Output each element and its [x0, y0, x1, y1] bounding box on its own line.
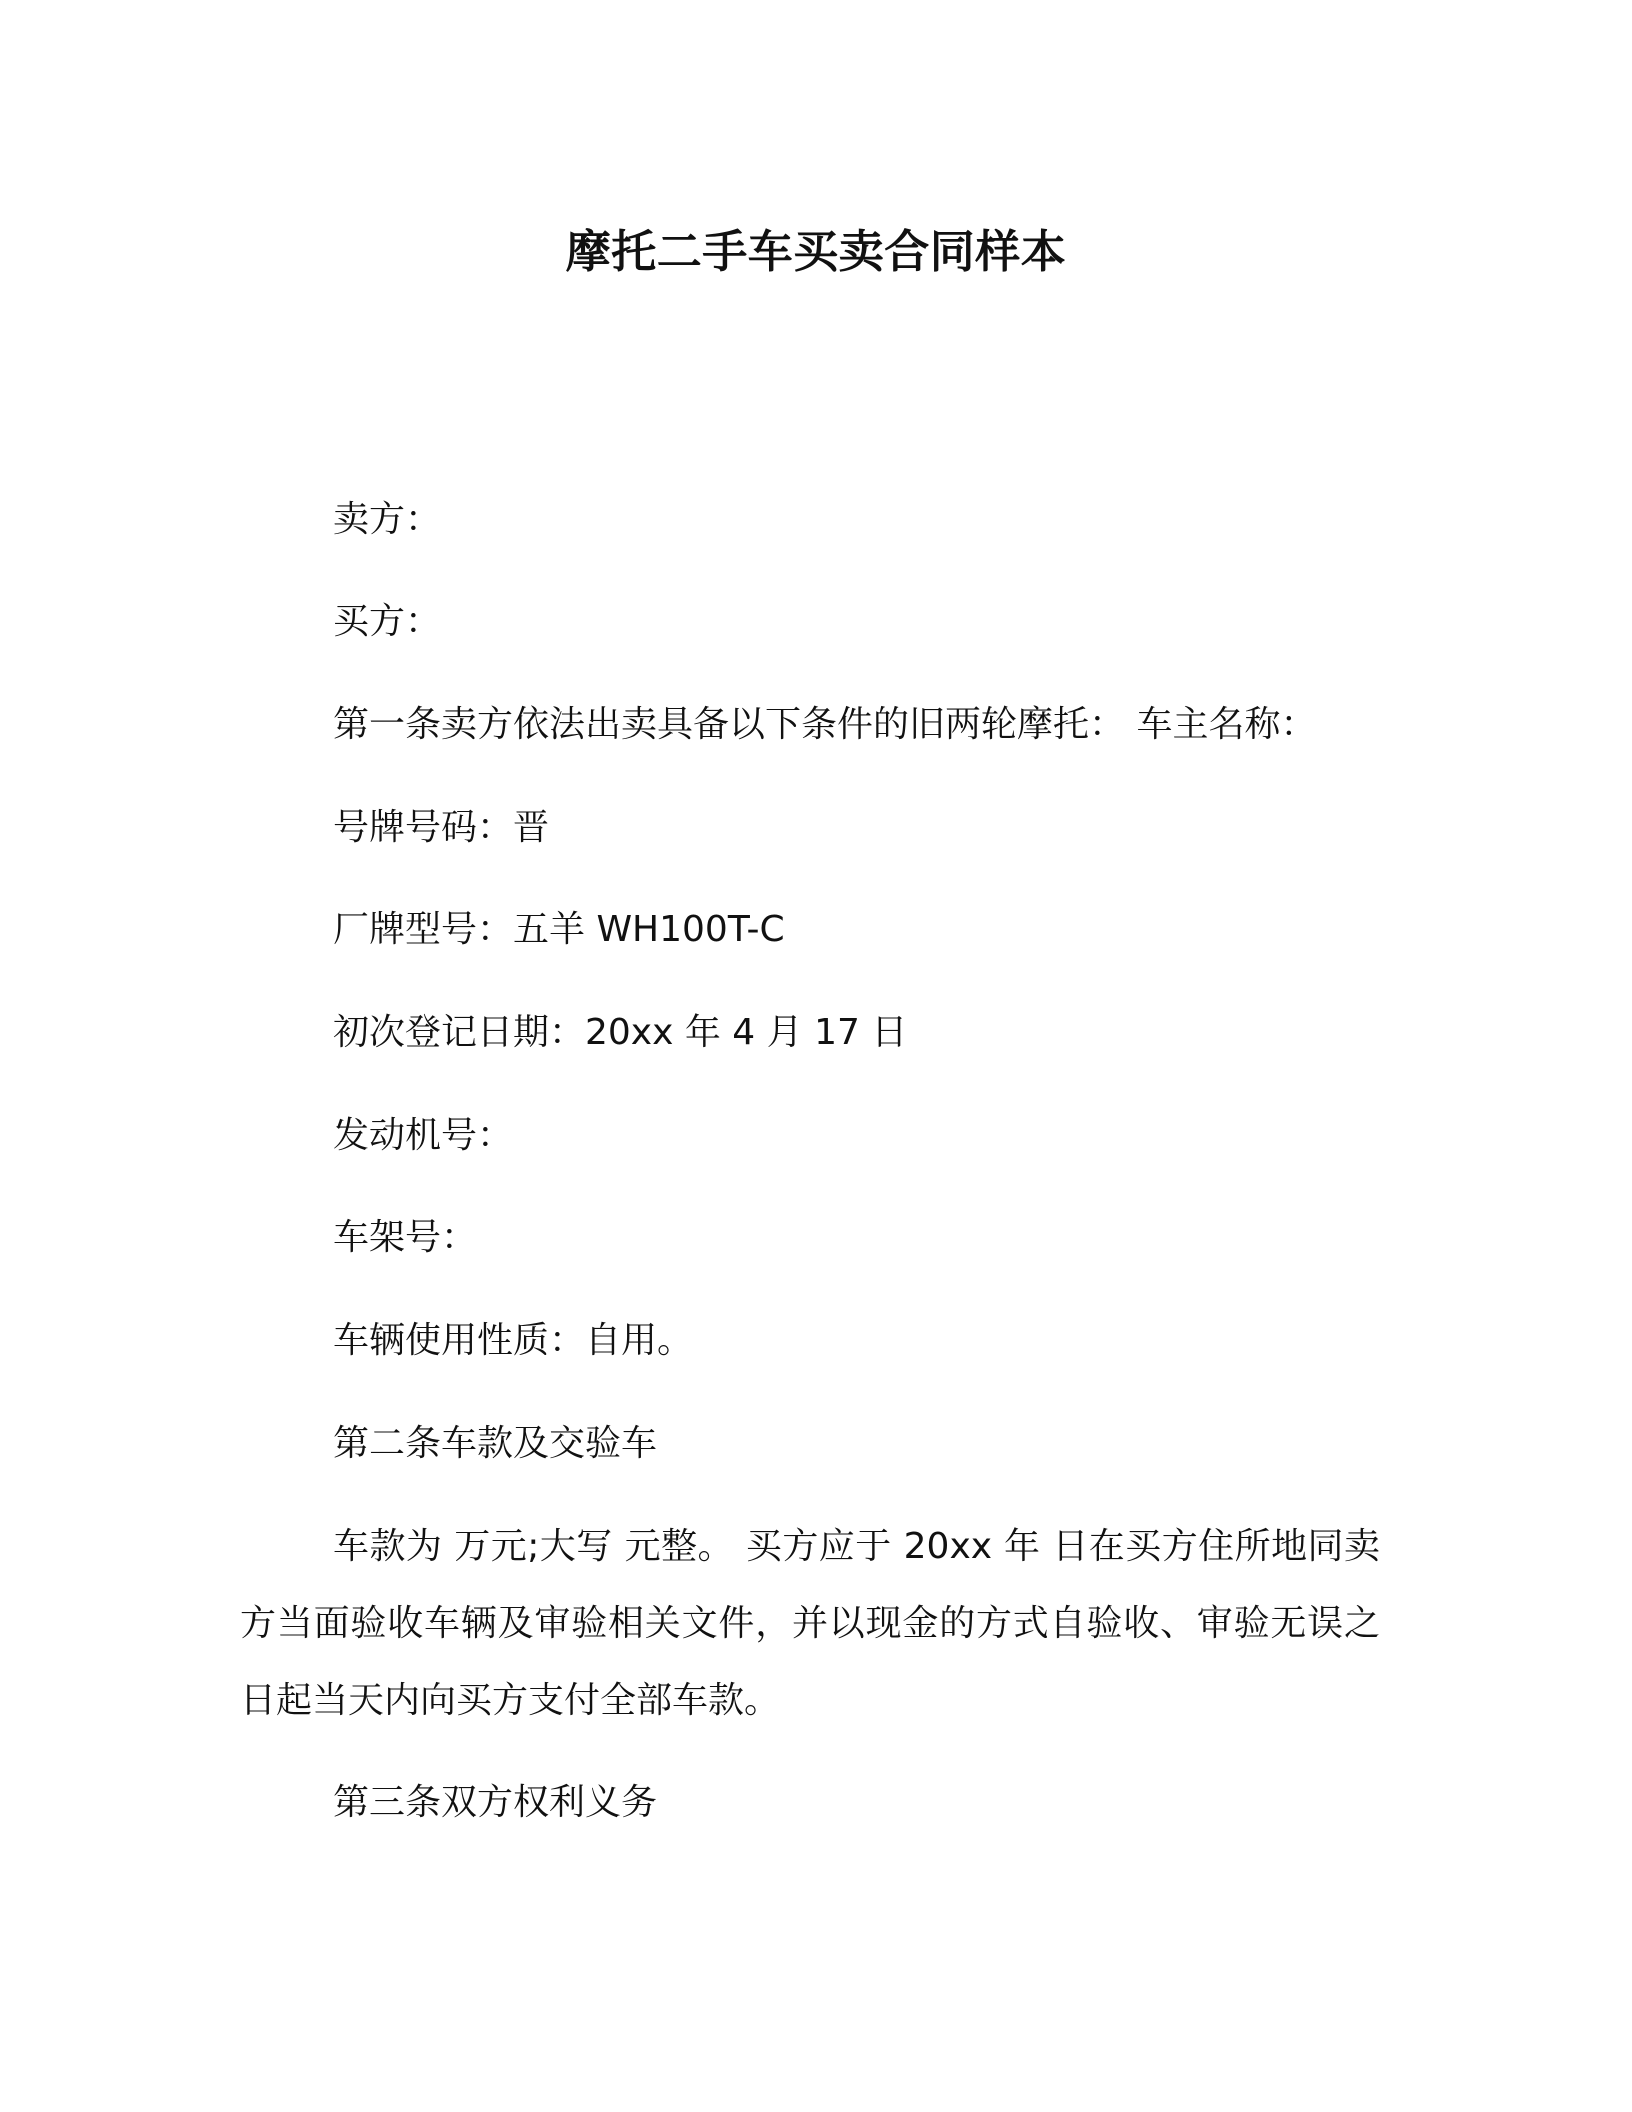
buyer-line: 买方：: [333, 601, 442, 642]
frame-number-line: 车架号：: [333, 1217, 478, 1258]
plate-number-line: 号牌号码：晋: [333, 807, 550, 848]
usage-nature-line: 车辆使用性质：自用。: [333, 1320, 694, 1361]
document-title: 摩托二手车买卖合同样本: [565, 225, 1067, 278]
article-3-heading: 第三条双方权利义务: [333, 1782, 658, 1823]
article-1-line: 第一条卖方依法出卖具备以下条件的旧两轮摩托： 车主名称：: [333, 704, 1317, 745]
seller-line: 卖方：: [333, 499, 442, 540]
article-2-heading: 第二条车款及交验车: [333, 1423, 658, 1464]
brand-model-line: 厂牌型号：五羊 WH100T-C: [333, 909, 785, 950]
engine-number-line: 发动机号：: [333, 1115, 514, 1156]
article-2-body: 车款为 万元;大写 元整。 买方应于 20xx 年 日在买方住所地同卖方当面验收车辆及审验相关文件，并以现金的方式自验收、审验无误之日起当天内向买方支付全部车款。: [240, 1526, 1380, 1721]
first-registration-line: 初次登记日期：20xx 年 4 月 17 日: [333, 1012, 908, 1053]
